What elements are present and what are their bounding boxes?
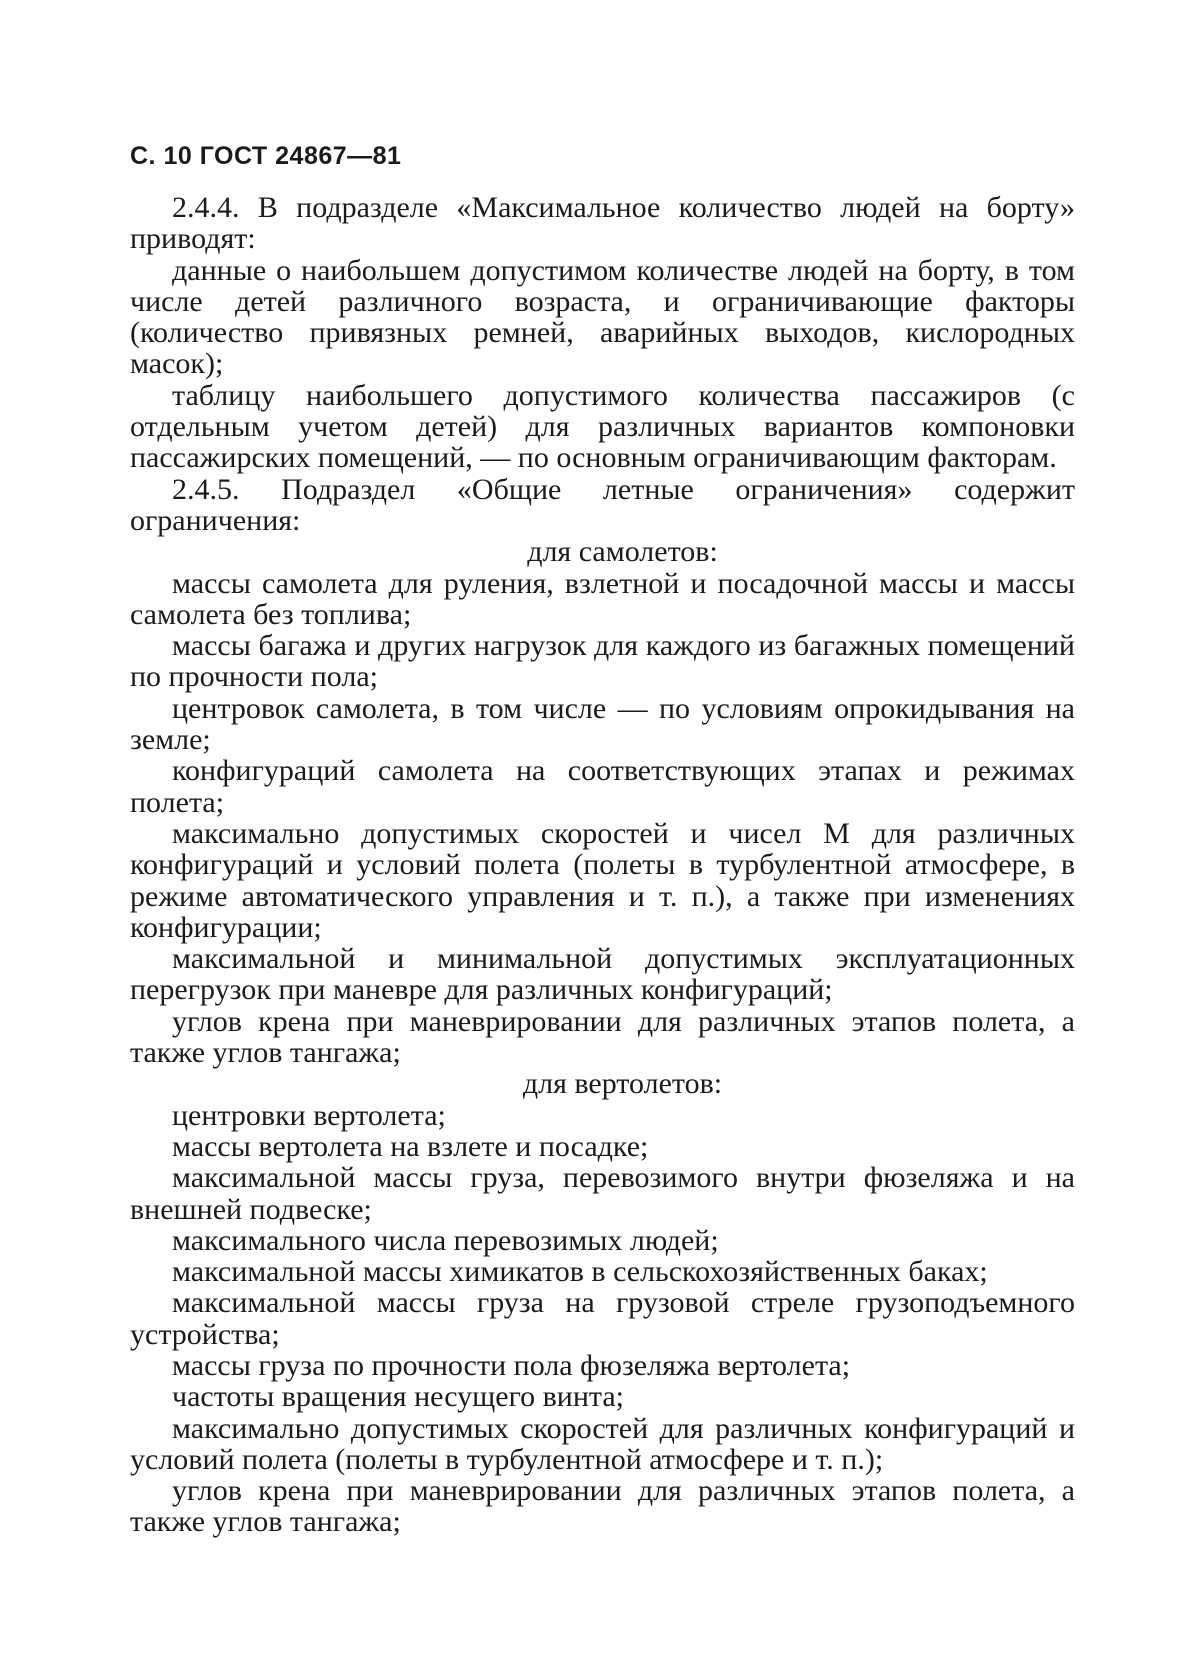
section-heading-airplanes: для самолетов: <box>527 535 718 569</box>
paragraph: таблицу наибольшего допустимого количества пассажиров (с отдельным учетом детей) для различных вариантов компоновки пассажирских помещений, — по основным ограничивающим факторам. <box>130 378 1075 475</box>
list-item: центровок самолета, в том числе — по условиям опрокидывания на земле; <box>130 691 1075 757</box>
list-item: максимальной массы груза, перевозимого внутри фюзеляжа и на внешней подвеске; <box>130 1161 1075 1226</box>
paragraph: 2.4.4. В подразделе «Максимальное количество людей на борту» приводят: <box>130 191 1075 256</box>
document-body <box>130 192 1075 1538</box>
list-item: конфигураций самолета на соответствующих этапах и режимах полета; <box>130 754 1075 819</box>
page-header: С. 10 ГОСТ 24867—81 <box>130 142 402 170</box>
list-item: максимальной массы груза на грузовой стреле грузоподъемного устройства; <box>130 1286 1075 1351</box>
list-item: центровки вертолета; <box>172 1098 446 1132</box>
list-item: углов крена при маневрировании для различных этапов полета, а также углов тангажа; <box>130 1004 1075 1070</box>
list-item: массы багажа и других нагрузок для каждого из багажных помещений по прочности пола; <box>130 629 1075 694</box>
list-item: максимально допустимых скоростей для различных конфигураций и условий полета (полеты в турбулентной атмосфере и т. п.); <box>130 1411 1075 1476</box>
list-item: максимальной и минимальной допустимых эксплуатационных перегрузок при маневре для различных конфигураций; <box>130 942 1075 1007</box>
list-item: максимального числа перевозимых людей; <box>172 1223 719 1257</box>
list-item: максимальной массы химикатов в сельскохозяйственных баках; <box>172 1255 988 1289</box>
section-heading-helicopters: для вертолетов: <box>522 1067 723 1101</box>
list-item: углов крена при маневрировании для различных этапов полета, а также углов тангажа; <box>130 1474 1075 1539</box>
list-item: максимально допустимых скоростей и чисел M для различных конфигураций и условий полета (полеты в турбулентной атмосфере, в режиме автоматического управления и т. п.), а также при изменениях конфигурации; <box>130 816 1075 944</box>
list-item: массы самолета для руления, взлетной и посадочной массы и массы самолета без топлива; <box>130 566 1075 631</box>
list-item: частоты вращения несущего винта; <box>172 1380 625 1414</box>
list-item: массы вертолета на взлете и посадке; <box>172 1129 649 1163</box>
list-item: массы груза по прочности пола фюзеляжа вертолета; <box>172 1348 851 1382</box>
paragraph: данные о наибольшем допустимом количестве людей на борту, в том числе детей различного возраста, и ограничивающие факторы (количество привязных ремней, аварийных выходов, кислородных масок); <box>130 253 1075 381</box>
paragraph: 2.4.5. Подраздел «Общие летные ограничения» содержит ограничения: <box>130 472 1075 537</box>
